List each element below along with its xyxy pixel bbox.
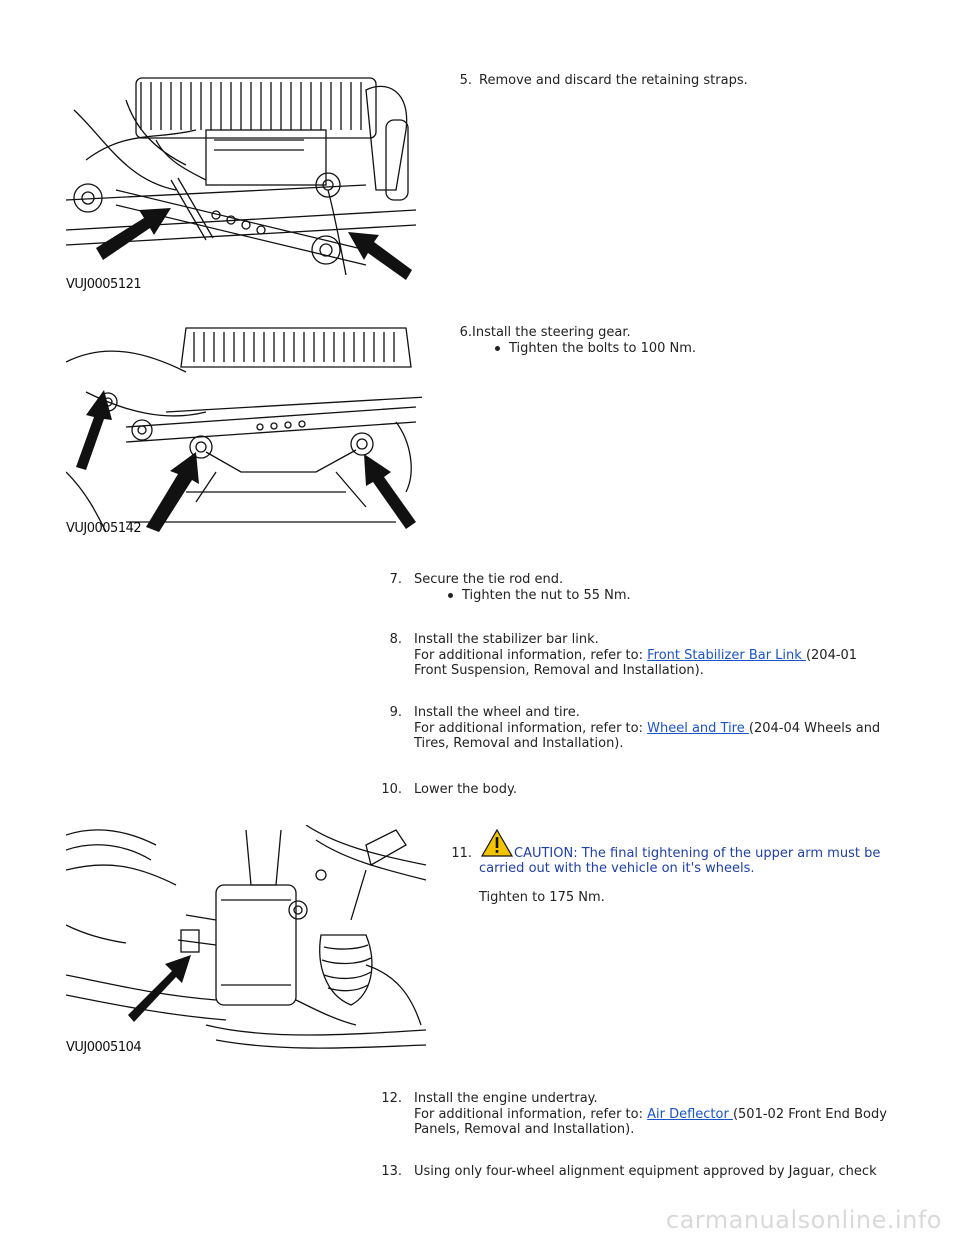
step-number: 7. <box>389 572 402 587</box>
air-deflector-link[interactable]: Air Deflector <box>647 1107 733 1122</box>
reference-line-2: Tires, Removal and Installation). <box>414 736 624 751</box>
step-number: 11. <box>451 846 472 861</box>
step-text: Install the stabilizer bar link. <box>414 632 599 647</box>
reference-line <box>414 1107 887 1122</box>
step-text: Tighten to 175 Nm. <box>479 890 605 905</box>
figure-steering-gear <box>66 322 422 536</box>
warning-icon <box>480 828 514 858</box>
step-text: Install the wheel and tire. <box>414 705 580 720</box>
reference-suffix: (204-04 Wheels and <box>748 721 881 736</box>
watermark: carmanualsonline.info <box>665 1206 942 1234</box>
step-number: 8. <box>389 632 402 647</box>
step-bullet: Tighten the bolts to 100 Nm. <box>509 341 697 356</box>
front-stabilizer-bar-link[interactable]: Front Stabilizer Bar Link <box>647 648 806 663</box>
step-text: Install the engine undertray. <box>414 1091 598 1106</box>
figure-id: VUJ0005121 <box>66 277 142 292</box>
figure-upper-arm <box>66 825 428 1055</box>
step-number: 10. <box>381 782 402 797</box>
step-number: 13. <box>381 1164 402 1179</box>
reference-prefix: For additional information, refer to: <box>414 721 648 736</box>
caution-text-2: carried out with the vehicle on it's wheels. <box>479 861 755 876</box>
illustration-steering-gear <box>66 322 422 536</box>
illustration-retaining-straps <box>66 70 422 292</box>
step-bullet: Tighten the nut to 55 Nm. <box>462 588 631 603</box>
caution-text: CAUTION: The final tightening of the upper arm must be <box>514 846 881 861</box>
illustration-upper-arm <box>66 825 428 1055</box>
reference-suffix: (204-01 <box>805 648 858 663</box>
step-number: 9. <box>389 705 402 720</box>
step-text: Install the steering gear. <box>472 325 631 340</box>
wheel-and-tire-link[interactable]: Wheel and Tire <box>647 721 749 736</box>
reference-line-2: Front Suspension, Removal and Installation). <box>414 663 704 678</box>
step-text: Remove and discard the retaining straps. <box>479 73 748 88</box>
step-number: 6. <box>459 325 472 340</box>
step-text: Using only four-wheel alignment equipment approved by Jaguar, check <box>414 1164 877 1179</box>
step-number: 5. <box>459 73 472 88</box>
reference-prefix: For additional information, refer to: <box>414 648 648 663</box>
step-number: 12. <box>381 1091 402 1106</box>
reference-prefix: For additional information, refer to: <box>414 1107 648 1122</box>
figure-id: VUJ0005142 <box>66 521 142 536</box>
reference-line <box>414 648 857 663</box>
reference-line <box>414 721 880 736</box>
figure-retaining-straps <box>66 70 422 292</box>
step-text: Lower the body. <box>414 782 517 797</box>
step-text: Secure the tie rod end. <box>414 572 564 587</box>
reference-suffix: (501-02 Front End Body <box>732 1107 887 1122</box>
reference-line-2: Panels, Removal and Installation). <box>414 1122 635 1137</box>
figure-id: VUJ0005104 <box>66 1040 142 1055</box>
